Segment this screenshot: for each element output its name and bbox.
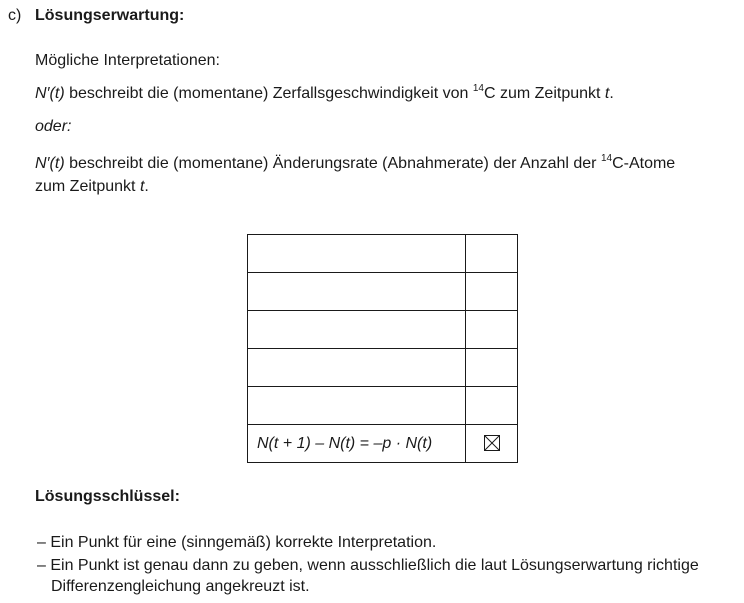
time-variable: t: [139, 178, 145, 195]
table-row: [248, 273, 518, 311]
key-bullet-2-continued: Differenzengleichung angekreuzt ist.: [51, 578, 310, 595]
interpretation-text: zum Zeitpunkt: [35, 178, 140, 195]
option-cell: [248, 349, 466, 387]
key-bullet-1: – Ein Punkt für eine (sinngemäß) korrekte Interpretation.: [37, 534, 437, 551]
checkbox-cell[interactable]: [466, 387, 518, 425]
option-cell: [248, 311, 466, 349]
isotope-text: C-Atome: [612, 155, 676, 172]
checkbox-cell[interactable]: [466, 425, 518, 463]
or-label: oder:: [35, 118, 72, 135]
checkbox-cell[interactable]: [466, 273, 518, 311]
isotope-mass: 14: [472, 83, 484, 94]
crossed-checkbox-icon[interactable]: [484, 435, 500, 451]
option-cell: [248, 387, 466, 425]
checkbox-cell[interactable]: [466, 349, 518, 387]
interpretation-text: beschreibt die (momentane) Zerfallsgeschwindigkeit von: [64, 85, 473, 102]
checkbox-cell[interactable]: [466, 235, 518, 273]
interpretation-line-3: [35, 177, 149, 197]
isotope-mass: 14: [600, 153, 613, 164]
derivative-symbol: N′(t): [35, 85, 65, 102]
table-row: [248, 311, 518, 349]
interpretation-line-2: [35, 154, 675, 174]
isotope-text: C zum Zeitpunkt: [483, 85, 605, 102]
checkbox-cell[interactable]: [466, 311, 518, 349]
option-cell-difference-equation: N(t + 1) – N(t) = –p · N(t): [248, 425, 466, 463]
option-cell: [248, 235, 466, 273]
table-row: [248, 425, 518, 463]
interpretation-text: beschreibt die (momentane) Änderungsrate (Abnahmerate) der Anzahl der: [64, 155, 601, 172]
table-row: [248, 349, 518, 387]
sentence-end: .: [144, 178, 149, 195]
key-bullet-2: – Ein Punkt ist genau dann zu geben, wenn ausschließlich die laut Lösungserwartung richtige: [37, 557, 699, 574]
interpretation-line-1: [35, 84, 614, 104]
option-cell: [248, 273, 466, 311]
section-label: c): [8, 7, 22, 24]
table-row: [248, 387, 518, 425]
interpretations-heading: Mögliche Interpretationen:: [35, 52, 220, 69]
time-variable: t: [604, 85, 610, 102]
sentence-end: .: [609, 85, 614, 102]
section-title: Lösungserwartung:: [35, 7, 185, 24]
derivative-symbol: N′(t): [35, 155, 65, 172]
table-row: [248, 235, 518, 273]
key-heading: Lösungsschlüssel:: [35, 488, 180, 505]
answer-table: [247, 234, 518, 463]
